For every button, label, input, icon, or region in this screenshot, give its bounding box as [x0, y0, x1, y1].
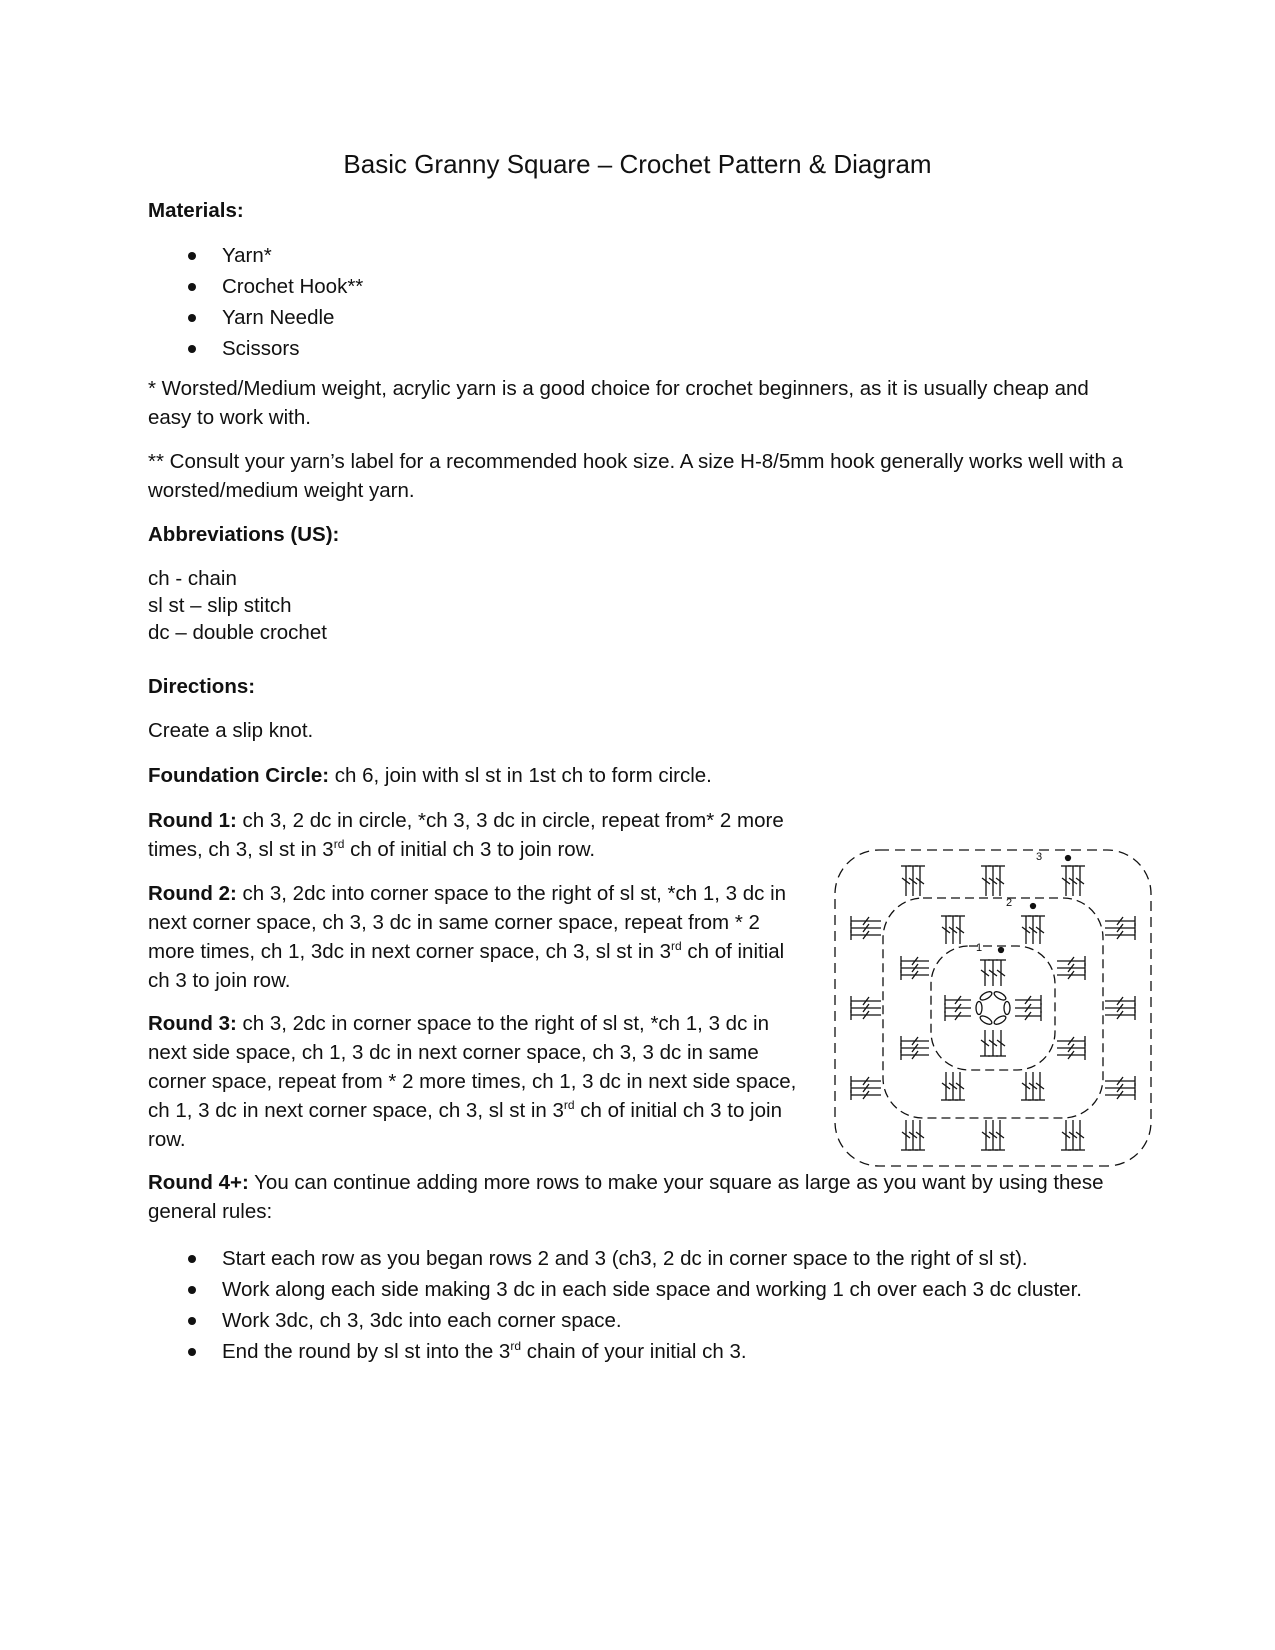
- rule-item: Work along each side making 3 dc in each side space and working 1 ch over each 3 dc cluster.: [148, 1274, 1128, 1305]
- foundation-circle: Foundation Circle: ch 6, join with sl st in 1st ch to form circle.: [148, 764, 712, 787]
- round-1: Round 1: ch 3, 2 dc in circle, *ch 3, 3 dc in circle, repeat from* 2 more times, ch 3, sl st in 3rd ch of initial ch 3 to join row.: [148, 809, 784, 861]
- granny-square-diagram: [828, 843, 1158, 1173]
- slip-stitch-dot: [999, 948, 1004, 953]
- directions-heading: Directions:: [148, 675, 256, 698]
- directions-intro: Create a slip knot.: [148, 719, 314, 742]
- materials-item: Crochet Hook**: [148, 271, 1128, 302]
- page-title: Basic Granny Square – Crochet Pattern & Diagram: [343, 149, 932, 179]
- materials-item: Yarn Needle: [148, 302, 1128, 333]
- round-4: Round 4+: You can continue adding more rows to make your square as large as you want by using these general rules:: [148, 1171, 1104, 1223]
- round-3-label: Round 3:: [148, 1012, 237, 1035]
- materials-list: [148, 240, 1128, 364]
- bullet-icon: [188, 314, 196, 322]
- rule-item: Work 3dc, ch 3, 3dc into each corner space.: [148, 1305, 1128, 1336]
- general-rules-list: [148, 1243, 1128, 1367]
- crochet-chart-icon: [828, 843, 1158, 1173]
- round-3: Round 3: ch 3, 2dc in corner space to the right of sl st, *ch 1, 3 dc in next side space, ch 1, 3 dc in next corner space, ch 3, 3 dc in same corner space, repeat from * 2 more times, ch 1, 3 dc in next side space, ch 1, 3 dc in next corner space, ch 3, sl st in 3rd ch of initial ch 3 to join row.: [148, 1012, 797, 1151]
- chain-stitch: [979, 990, 993, 1002]
- round-2-label: Round 2:: [148, 882, 237, 905]
- chain-stitch: [979, 1014, 993, 1026]
- chain-stitch: [993, 1014, 1007, 1026]
- foundation-label: Foundation Circle:: [148, 764, 330, 787]
- round-label-1: 1: [976, 942, 983, 954]
- abbreviation-item: dc – double crochet: [148, 621, 327, 644]
- bullet-icon: [188, 1317, 196, 1325]
- bullet-icon: [188, 252, 196, 260]
- slip-stitch-dot: [1031, 904, 1036, 909]
- yarn-note: * Worsted/Medium weight, acrylic yarn is a good choice for crochet beginners, as it is usually cheap and easy to work with.: [148, 377, 1089, 429]
- materials-item: Yarn*: [148, 240, 1128, 271]
- rule-item: Start each row as you began rows 2 and 3 (ch3, 2 dc in corner space to the right of sl st).: [148, 1243, 1128, 1274]
- materials-heading: Materials:: [148, 199, 244, 222]
- rule-item: End the round by sl st into the 3rd chain of your initial ch 3.: [148, 1336, 1128, 1367]
- hook-note: ** Consult your yarn’s label for a recommended hook size. A size H-8/5mm hook generally works well with a worsted/medium weight yarn.: [148, 450, 1123, 502]
- round-label-2: 2: [1006, 897, 1013, 909]
- round-label-3: 3: [1036, 851, 1043, 863]
- materials-item: Scissors: [148, 333, 1128, 364]
- bullet-icon: [188, 1255, 196, 1263]
- bullet-icon: [188, 345, 196, 353]
- round-2-chain-ring: [883, 898, 1103, 1118]
- chain-stitch: [1004, 1002, 1010, 1015]
- round-2: Round 2: ch 3, 2dc into corner space to the right of sl st, *ch 1, 3 dc in next corner space, ch 3, 3 dc in same corner space, repeat from * 2 more times, ch 1, 3dc in next corner space, ch 3, sl st in 3rd ch of initial ch 3 to join row.: [148, 882, 787, 992]
- abbreviation-item: sl st – slip stitch: [148, 594, 292, 617]
- slip-stitch-dot: [1066, 856, 1071, 861]
- abbreviations-heading: Abbreviations (US):: [148, 523, 340, 546]
- abbreviations-list: [148, 565, 1128, 646]
- abbreviation-item: ch - chain: [148, 567, 237, 590]
- chain-stitch: [976, 1002, 982, 1015]
- bullet-icon: [188, 1348, 196, 1356]
- bullet-icon: [188, 1286, 196, 1294]
- round-4-label: Round 4+:: [148, 1171, 249, 1194]
- round-1-label: Round 1:: [148, 809, 237, 832]
- chain-stitch: [993, 990, 1007, 1002]
- bullet-icon: [188, 283, 196, 291]
